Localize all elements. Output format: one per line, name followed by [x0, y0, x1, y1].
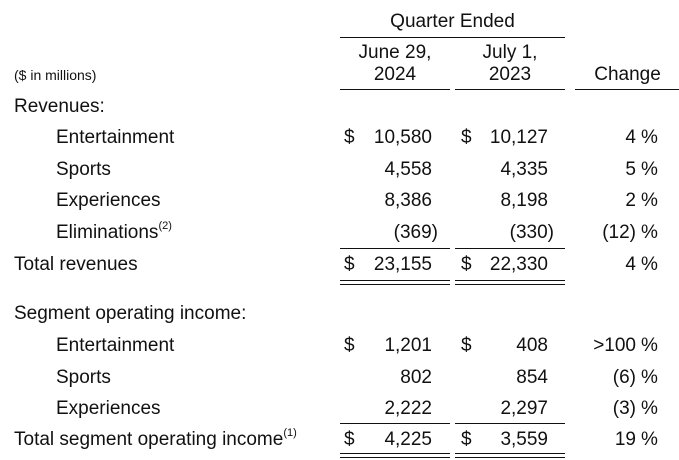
percent-sign: %	[641, 190, 658, 211]
double-rule-2023-b	[455, 284, 565, 285]
currency-symbol: $	[461, 429, 472, 450]
value-2024: 1,201	[384, 335, 432, 356]
revenues-heading: Revenues:	[14, 96, 105, 117]
percent-sign: %	[641, 398, 658, 419]
change-value: (6)	[612, 367, 636, 388]
currency-symbol: $	[344, 429, 355, 450]
percent-sign: %	[641, 159, 658, 180]
subtotal-rule-2023	[455, 423, 565, 424]
value-2023: 2,297	[500, 398, 548, 419]
value-2024: 2,222	[384, 398, 432, 419]
row-label: Experiences	[56, 398, 161, 419]
row-label: Sports	[56, 159, 111, 180]
percent-sign: %	[641, 254, 658, 275]
change-value: (12)	[602, 222, 636, 243]
segment-heading: Segment operating income:	[14, 303, 247, 324]
period-title: Quarter Ended	[390, 11, 515, 32]
value-2023: 22,330	[489, 254, 548, 275]
currency-symbol: $	[344, 335, 355, 356]
double-rule-2024-b	[340, 284, 450, 285]
percent-sign: %	[641, 222, 658, 243]
col-2023-line2: 2023	[488, 64, 532, 85]
currency-symbol: $	[461, 127, 472, 148]
change-value: >100	[593, 335, 636, 356]
col-2023-line1: July 1,	[482, 42, 538, 63]
change-value: 4	[625, 254, 636, 275]
change-value: (3)	[612, 398, 636, 419]
percent-sign: %	[641, 429, 658, 450]
change-value: 4	[625, 127, 636, 148]
change-value: 19	[614, 429, 636, 450]
units-label: ($ in millions)	[14, 67, 97, 83]
subtotal-rule-2024	[340, 248, 450, 249]
value-2024: 802	[400, 367, 432, 388]
col-2024-underline	[340, 89, 450, 90]
percent-sign: %	[641, 335, 658, 356]
value-2023: 8,198	[500, 190, 548, 211]
row-label	[56, 219, 172, 244]
percent-sign: %	[641, 127, 658, 148]
value-2024: 8,386	[384, 190, 432, 211]
value-2024: 23,155	[373, 254, 432, 275]
col-2024-line2: 2024	[373, 64, 417, 85]
value-2023: 3,559	[500, 429, 548, 450]
col-2024-line1: June 29,	[358, 42, 432, 63]
row-label: Experiences	[56, 190, 161, 211]
subtotal-rule-2023	[455, 248, 565, 249]
subtotal-rule-2024	[340, 423, 450, 424]
row-label: Total revenues	[14, 254, 138, 275]
double-rule-2023-a	[455, 280, 565, 281]
double-rule-2023-a	[455, 453, 565, 454]
value-2024: 4,558	[384, 159, 432, 180]
currency-symbol: $	[344, 127, 355, 148]
col-change-underline	[575, 89, 679, 90]
percent-sign: %	[641, 367, 658, 388]
value-2023: 854	[516, 367, 548, 388]
change-value: 2	[625, 190, 636, 211]
row-label: Entertainment	[56, 335, 175, 356]
currency-symbol: $	[461, 335, 472, 356]
row-label-text: Eliminations	[56, 222, 159, 243]
value-2023: 4,335	[500, 159, 548, 180]
footnote-marker: (1)	[283, 426, 297, 439]
col-change: Change	[594, 64, 661, 85]
row-label	[14, 426, 297, 451]
currency-symbol: $	[344, 254, 355, 275]
double-rule-2024-a	[340, 280, 450, 281]
value-2024: 4,225	[384, 429, 432, 450]
double-rule-2024-b	[340, 457, 450, 458]
row-label: Entertainment	[56, 127, 175, 148]
value-2024: 10,580	[373, 127, 432, 148]
value-2023: 10,127	[489, 127, 548, 148]
row-label-text: Total segment operating income	[14, 429, 284, 450]
row-label: Sports	[56, 367, 111, 388]
footnote-marker: (2)	[158, 219, 172, 232]
value-2024: (369)	[393, 222, 438, 243]
header-rule	[340, 37, 565, 38]
value-2023: 408	[516, 335, 548, 356]
double-rule-2023-b	[455, 457, 565, 458]
double-rule-2024-a	[340, 453, 450, 454]
change-value: 5	[625, 159, 636, 180]
col-2023-underline	[455, 89, 565, 90]
currency-symbol: $	[461, 254, 472, 275]
value-2023: (330)	[509, 222, 554, 243]
